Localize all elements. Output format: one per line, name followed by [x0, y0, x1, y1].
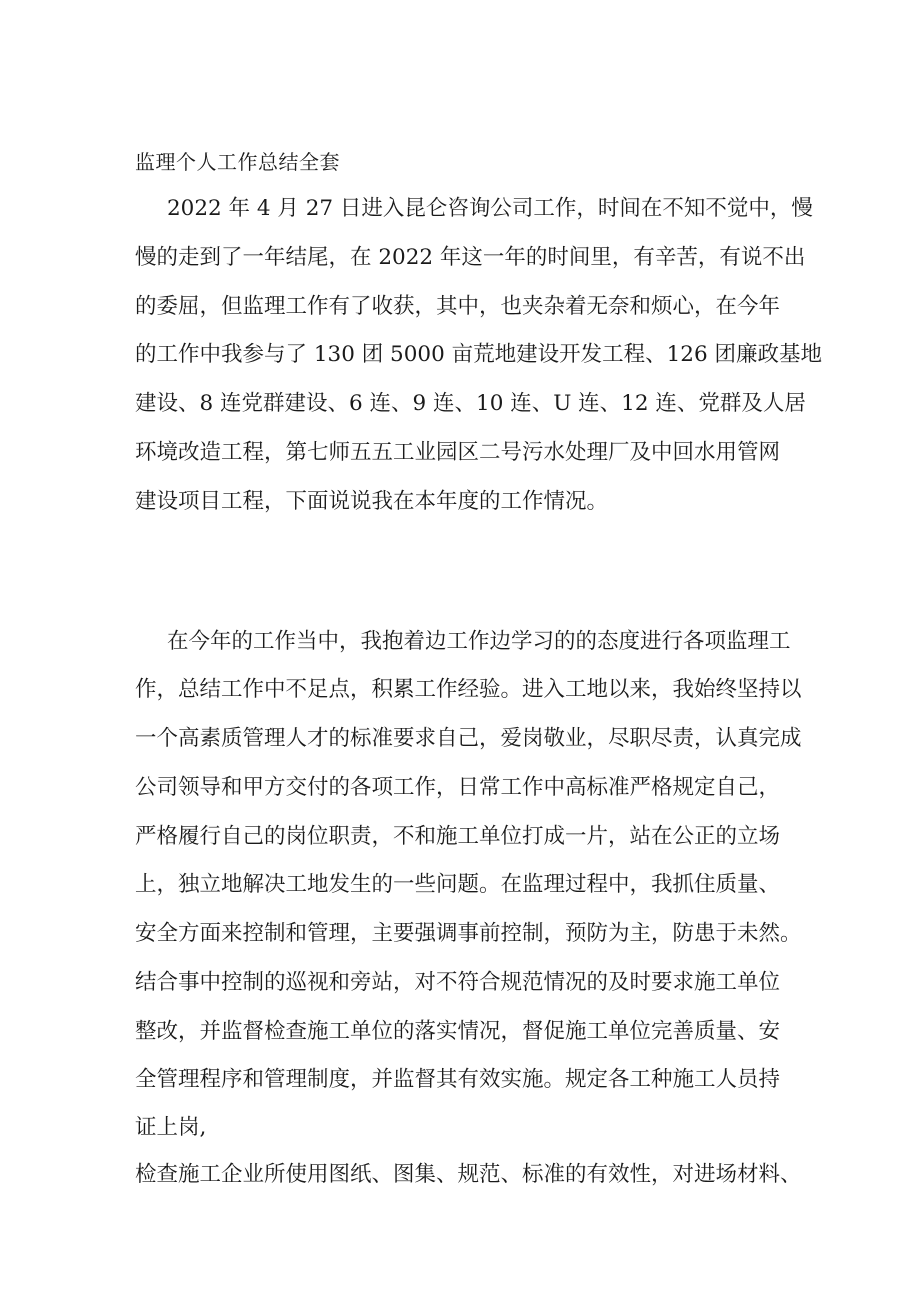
paragraph-line: 作，总结工作中不足点，积累工作经验。进入工地以来，我始终坚持以 — [135, 677, 802, 702]
paragraph-line: 安全方面来控制和管理，主要强调事前控制，预防为主，防患于未然。 — [135, 921, 802, 946]
paragraph-line: 一个高素质管理人才的标准要求自己，爱岗敬业，尽职尽责，认真完成 — [135, 726, 802, 751]
paragraph-line: 建设、8 连党群建设、6 连、9 连、10 连、U 连、12 连、党群及人居 — [135, 391, 806, 416]
paragraph-line: 慢的走到了一年结尾，在 2022 年这一年的时间里，有辛苦，有说不出 — [135, 245, 806, 270]
paragraph-line: 证上岗, — [135, 1115, 207, 1140]
paragraph-line: 严格履行自己的岗位职责，不和施工单位打成一片，站在公正的立场 — [135, 824, 781, 849]
paragraph-line: 2022 年 4 月 27 日进入昆仑咨询公司工作，时间在不知不觉中，慢 — [167, 196, 813, 221]
paragraph-line: 的工作中我参与了 130 团 5000 亩荒地建设开发工程、126 团廉政基地 — [135, 342, 822, 367]
paragraph-line: 全管理程序和管理制度，并监督其有效实施。规定各工种施工人员持 — [135, 1067, 781, 1092]
paragraph-line: 环境改造工程，第七师五五工业园区二号污水处理厂及中回水用管网 — [135, 440, 781, 465]
paragraph-line: 建设项目工程，下面说说我在本年度的工作情况。 — [135, 489, 609, 514]
paragraph-line: 上，独立地解决工地发生的一些问题。在监理过程中，我抓住质量、 — [135, 872, 781, 897]
paragraph-line: 整改，并监督检查施工单位的落实情况，督促施工单位完善质量、安 — [135, 1019, 781, 1044]
paragraph-line: 在今年的工作当中，我抱着边工作边学习的的态度进行各项监理工 — [167, 629, 791, 654]
paragraph-line: 的委屈，但监理工作有了收获，其中，也夹杂着无奈和烦心，在今年 — [135, 294, 781, 319]
paragraph-line: 检查施工企业所使用图纸、图集、规范、标准的有效性，对进场材料、 — [135, 1162, 802, 1187]
paragraph-line: 公司领导和甲方交付的各项工作，日常工作中高标准严格规定自己， — [135, 775, 781, 800]
document-title: 监理个人工作总结全套 — [135, 150, 340, 174]
paragraph-line: 结合事中控制的巡视和旁站，对不符合规范情况的及时要求施工单位 — [135, 970, 781, 995]
